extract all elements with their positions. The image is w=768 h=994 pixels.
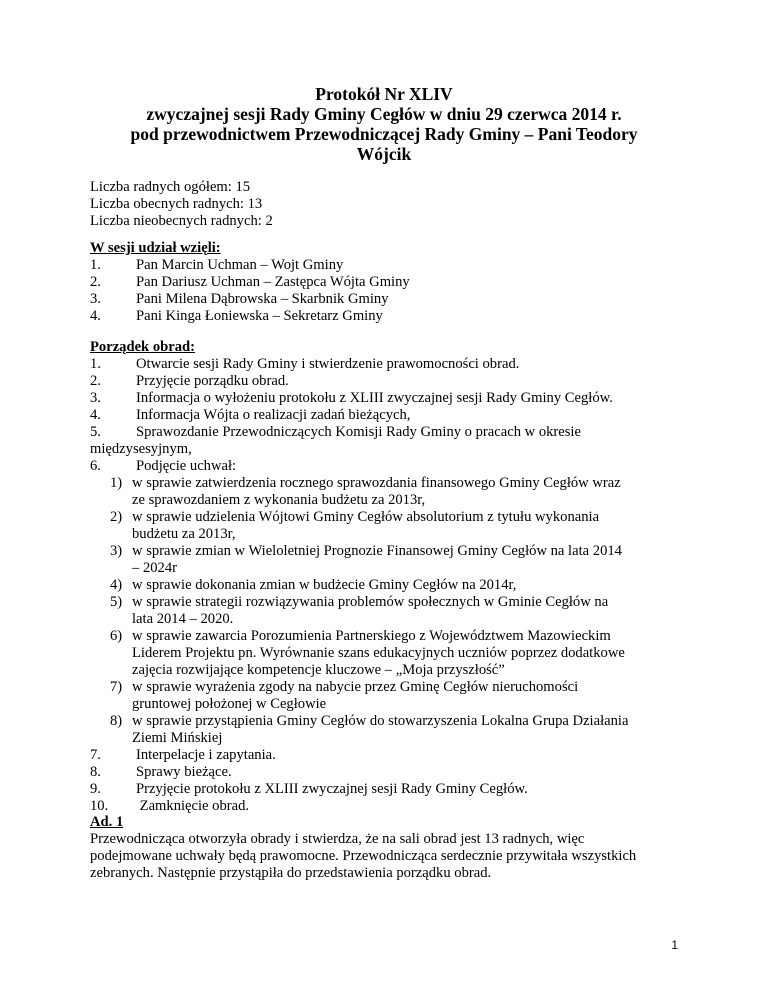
ad1-section xyxy=(90,814,690,882)
participant-item: 2. Pan Dariusz Uchman – Zastępca Wójta Gminy xyxy=(90,274,410,290)
participants-section xyxy=(90,240,690,325)
agenda-heading: Porządek obrad: xyxy=(90,339,195,355)
agenda-section xyxy=(90,339,690,815)
participant-item: 3. Pani Milena Dąbrowska – Skarbnik Gminy xyxy=(90,291,389,307)
title-line-4: Wójcik xyxy=(356,144,412,164)
agenda-item: 7. Interpelacje i zapytania. xyxy=(90,747,276,763)
agenda-item: 10. Zamknięcie obrad. xyxy=(90,798,250,814)
ad1-heading: Ad. 1 xyxy=(90,814,124,830)
participant-item: 4. Pani Kinga Łoniewska – Sekretarz Gminy xyxy=(90,308,383,324)
resolution-item: 2) w sprawie udzielenia Wójtowi Gminy Cegłów absolutorium z tytułu wykonania budżetu za 2013r, xyxy=(110,509,600,542)
resolution-item: 8) w sprawie przystąpienia Gminy Cegłów do stowarzyszenia Lokalna Grupa Działania Ziemi Mińskiej xyxy=(110,713,629,746)
page-number: 1 xyxy=(671,938,678,952)
agenda-item: 2. Przyjęcie porządku obrad. xyxy=(90,373,289,389)
ad1-paragraph-line: Przewodnicząca otworzyła obrady i stwierdza, że na sali obrad jest 13 radnych, więc xyxy=(90,831,585,847)
stat-absent: Liczba nieobecnych radnych: 2 xyxy=(90,213,273,229)
participant-item: 1. Pan Marcin Uchman – Wojt Gminy xyxy=(90,257,344,273)
ad1-paragraph-line: zebranych. Następnie przystąpiła do przedstawienia porządku obrad. xyxy=(90,865,492,881)
agenda-item-continuation: międzysesyjnym, xyxy=(90,441,192,457)
resolution-item: 6) w sprawie zawarcia Porozumienia Partnerskiego z Województwem Mazowieckim Liderem Projektu pn. Wyrównanie szans edukacyjnych uczniów poprzez dodatkowe zajęcia rozwijające kompetencje kluczowe – „Moja przyszłość” xyxy=(110,628,625,678)
ad1-paragraph-line: podejmowane uchwały będą prawomocne. Przewodnicząca serdecznie przywitała wszystkich xyxy=(90,848,637,864)
resolution-item: 3) w sprawie zmian w Wieloletniej Prognozie Finansowej Gminy Cegłów na lata 2014 – 2024r xyxy=(110,543,622,576)
agenda-item: 5. Sprawozdanie Przewodniczących Komisji Rady Gminy o pracach w okresie xyxy=(90,424,581,440)
agenda-item: 6. Podjęcie uchwał: xyxy=(90,458,237,474)
title-line-3: pod przewodnictwem Przewodniczącej Rady Gminy – Pani Teodory xyxy=(130,124,638,144)
agenda-item: 3. Informacja o wyłożeniu protokołu z XLIII zwyczajnej sesji Rady Gminy Cegłów. xyxy=(90,390,613,406)
resolution-item: 1) w sprawie zatwierdzenia rocznego sprawozdania finansowego Gminy Cegłów wraz ze sprawozdaniem z wykonania budżetu za 2013r, xyxy=(110,475,621,508)
stat-total: Liczba radnych ogółem: 15 xyxy=(90,179,251,195)
agenda-item: 8. Sprawy bieżące. xyxy=(90,764,232,780)
resolution-item: 5) w sprawie strategii rozwiązywania problemów społecznych w Gminie Cegłów na lata 2014 – 2020. xyxy=(110,594,609,627)
stat-present: Liczba obecnych radnych: 13 xyxy=(90,196,263,212)
agenda-item: 4. Informacja Wójta o realizacji zadań bieżących, xyxy=(90,407,411,423)
agenda-item: 1. Otwarcie sesji Rady Gminy i stwierdzenie prawomocności obrad. xyxy=(90,356,520,372)
protocol-title xyxy=(90,84,678,164)
title-line-1: Protokół Nr XLIV xyxy=(315,84,453,104)
resolution-item: 7) w sprawie wyrażenia zgody na nabycie przez Gminę Cegłów nieruchomości gruntowej położonej w Cegłowie xyxy=(110,679,579,712)
participants-heading: W sesji udział wzięli: xyxy=(90,240,221,256)
attendance-stats xyxy=(90,179,690,230)
resolution-item: 4) w sprawie dokonania zmian w budżecie Gminy Cegłów na 2014r, xyxy=(110,577,517,593)
agenda-item: 9. Przyjęcie protokołu z XLIII zwyczajnej sesji Rady Gminy Cegłów. xyxy=(90,781,528,797)
title-line-2: zwyczajnej sesji Rady Gminy Cegłów w dniu 29 czerwca 2014 r. xyxy=(146,104,622,124)
